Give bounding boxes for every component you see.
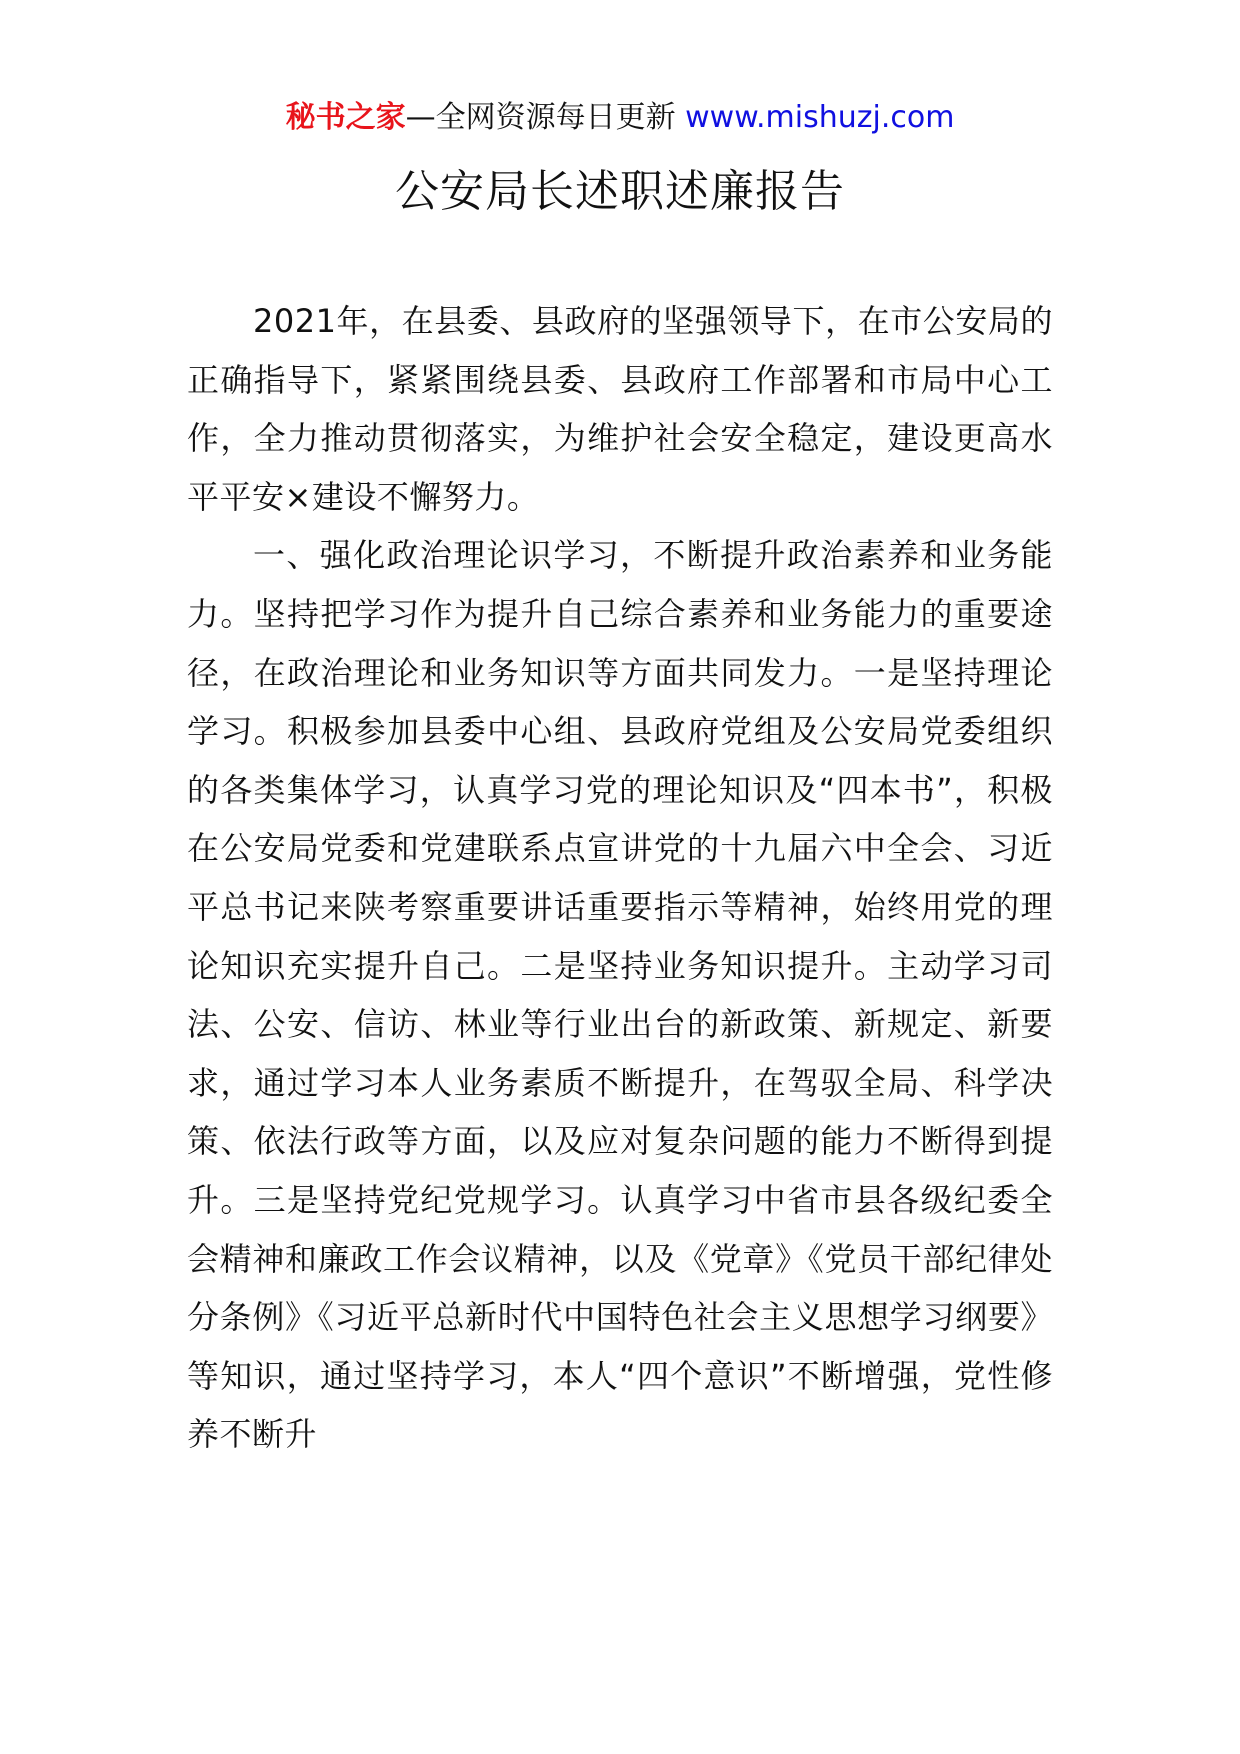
document-body <box>187 292 1053 1464</box>
paragraph-intro: 2021年，在县委、县政府的坚强领导下，在市公安局的正确指导下，紧紧围绕县委、县政府工作部署和市局中心工作，全力推动贯彻落实，为维护社会安全稳定，建设更高水平平安×建设不懈努力。 <box>187 302 1053 516</box>
brand-url-link[interactable]: www.mishuzj.com <box>685 100 955 135</box>
site-header <box>0 98 1240 138</box>
document-title: 公安局长述职述廉报告 <box>395 166 845 217</box>
brand-tagline: —全网资源每日更新 <box>405 100 686 135</box>
brand-name: 秘书之家 <box>285 100 406 135</box>
paragraph-section-one: 一、强化政治理论识学习，不断提升政治素养和业务能力。坚持把学习作为提升自己综合素养和业务能力的重要途径，在政治理论和业务知识等方面共同发力。一是坚持理论学习。积极参加县委中心组、县政府党组及公安局党委组织的各类集体学习，认真学习党的理论知识及“四本书”，积极在公安局党委和党建联系点宣讲党的十九届六中全会、习近平总书记来陕考察重要讲话重要指示等精神，始终用党的理论知识充实提升自己。二是坚持业务知识提升。主动学习司法、公安、信访、林业等行业出台的新政策、新规定、新要求，通过学习本人业务素质不断提升，在驾驭全局、科学决策、依法行政等方面，以及应对复杂问题的能力不断得到提升。三是坚持党纪党规学习。认真学习中省市县各级纪委全会精神和廉政工作会议精神，以及《党章》《党员干部纪律处分条例》《习近平总新时代中国特色社会主义思想学习纲要》等知识，通过坚持学习，本人“四个意识”不断增强，党性修养不断升 <box>187 536 1053 1454</box>
